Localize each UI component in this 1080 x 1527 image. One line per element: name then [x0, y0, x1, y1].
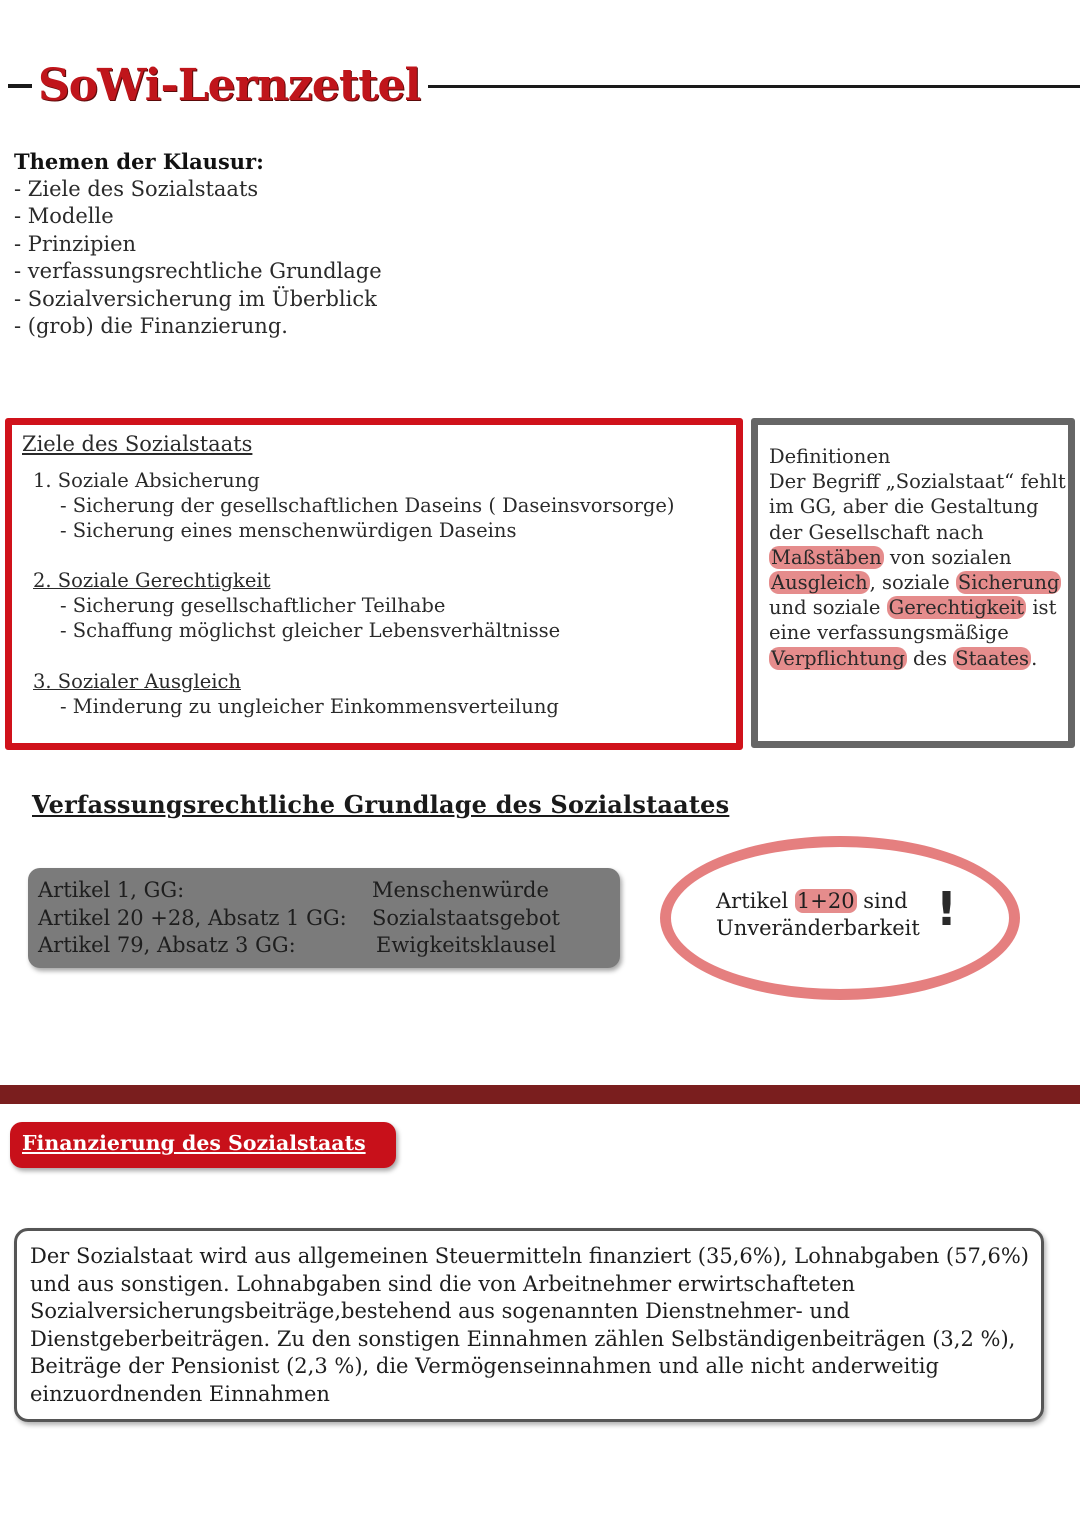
- highlight-term: Sicherung: [957, 571, 1060, 595]
- definition-segment: ist eine verfassungsmäßige: [769, 596, 1057, 645]
- highlight-term: 1+20: [796, 889, 855, 913]
- topic-item: - Modelle: [14, 204, 114, 228]
- goal-2-point: - Schaffung möglichst gleicher Lebensverhältnisse: [60, 619, 561, 642]
- note-segment: Artikel: [716, 889, 795, 913]
- article-value: Sozialstaatsgebot: [372, 906, 560, 930]
- definition-text: [769, 444, 1069, 671]
- goal-2-point: - Sicherung gesellschaftlicher Teilhabe: [60, 594, 446, 617]
- goal-3-title: 3. Sozialer Ausgleich: [33, 670, 241, 693]
- section-divider: [0, 1085, 1080, 1104]
- definitions-title: Definitionen: [769, 445, 891, 468]
- exclamation-icon: !: [936, 882, 957, 936]
- topics-list: [14, 148, 382, 341]
- article-value: Ewigkeitsklausel: [376, 933, 556, 957]
- article-value: Menschenwürde: [372, 878, 549, 902]
- definition-segment: .: [1031, 646, 1038, 670]
- page-title: SoWi-Lernzettel: [38, 60, 421, 111]
- definition-segment: , soziale: [869, 571, 956, 595]
- goal-1-point: - Sicherung eines menschenwürdigen Daseins: [60, 519, 517, 542]
- topic-item: - Prinzipien: [14, 231, 137, 256]
- highlight-term: Maßstäben: [771, 545, 882, 569]
- topic-item: - verfassungsrechtliche Grundlage: [14, 259, 382, 283]
- finance-text: Der Sozialstaat wird aus allgemeinen Steuermitteln finanziert (35,6%), Lohnabgaben (57,6%) und aus sonstigen. Lohnabgaben sind die von Arbeitnehmer erwirtschafteten Sozialversicherungsbeiträge,bestehend aus sogenannten Dienstnehmer- und Dienstgeberbeiträgen. Zu den sonstigen Einnahmen zählen Selbständigenbeiträgen (3,2 %), Beiträge der Pensionist (2,3 %), die Vermögenseinnahmen und alle nicht anderweitig einzuordnenden Einnahmen: [30, 1244, 1029, 1406]
- goal-1-point: - Sicherung der gesellschaftlichen Daseins ( Daseinsvorsorge): [60, 494, 675, 517]
- highlight-term: Gerechtigkeit: [888, 596, 1025, 620]
- note-segment: Unveränderbarkeit: [716, 916, 920, 940]
- goal-3-point: - Minderung zu ungleicher Einkommensverteilung: [60, 695, 559, 718]
- topics-heading: Themen der Klausur:: [14, 149, 264, 174]
- unchangeability-note: [716, 888, 920, 942]
- title-rule: [428, 85, 1080, 88]
- topic-item: - Ziele des Sozialstaats: [14, 176, 259, 201]
- constitution-heading: Verfassungsrechtliche Grundlage des Sozialstaates: [32, 790, 730, 819]
- definition-segment: des: [906, 646, 954, 670]
- article-label: Artikel 1, GG:: [38, 878, 185, 902]
- article-label: Artikel 20 +28, Absatz 1 GG:: [38, 906, 347, 930]
- topic-item: - Sozialversicherung im Überblick: [14, 286, 377, 311]
- definition-segment: und soziale: [769, 596, 887, 620]
- goals-title: Ziele des Sozialstaats: [22, 432, 253, 456]
- definition-segment: von sozialen: [883, 545, 1012, 569]
- article-label: Artikel 79, Absatz 3 GG:: [38, 933, 296, 957]
- highlight-term: Ausgleich: [771, 571, 868, 595]
- topic-item: - (grob) die Finanzierung.: [14, 314, 288, 338]
- note-segment: sind: [856, 889, 908, 913]
- title-dash: [8, 84, 32, 88]
- highlight-term: Verpflichtung: [771, 646, 905, 670]
- finance-heading: Finanzierung des Sozialstaats: [22, 1131, 366, 1155]
- definition-segment: Der Begriff „Sozialstaat“ fehlt im GG, aber die Gestaltung der Gesellschaft nach: [769, 470, 1066, 544]
- goal-1-title: 1. Soziale Absicherung: [33, 469, 260, 492]
- highlight-term: Staates: [955, 646, 1030, 670]
- goal-2-title: 2. Soziale Gerechtigkeit: [33, 569, 271, 592]
